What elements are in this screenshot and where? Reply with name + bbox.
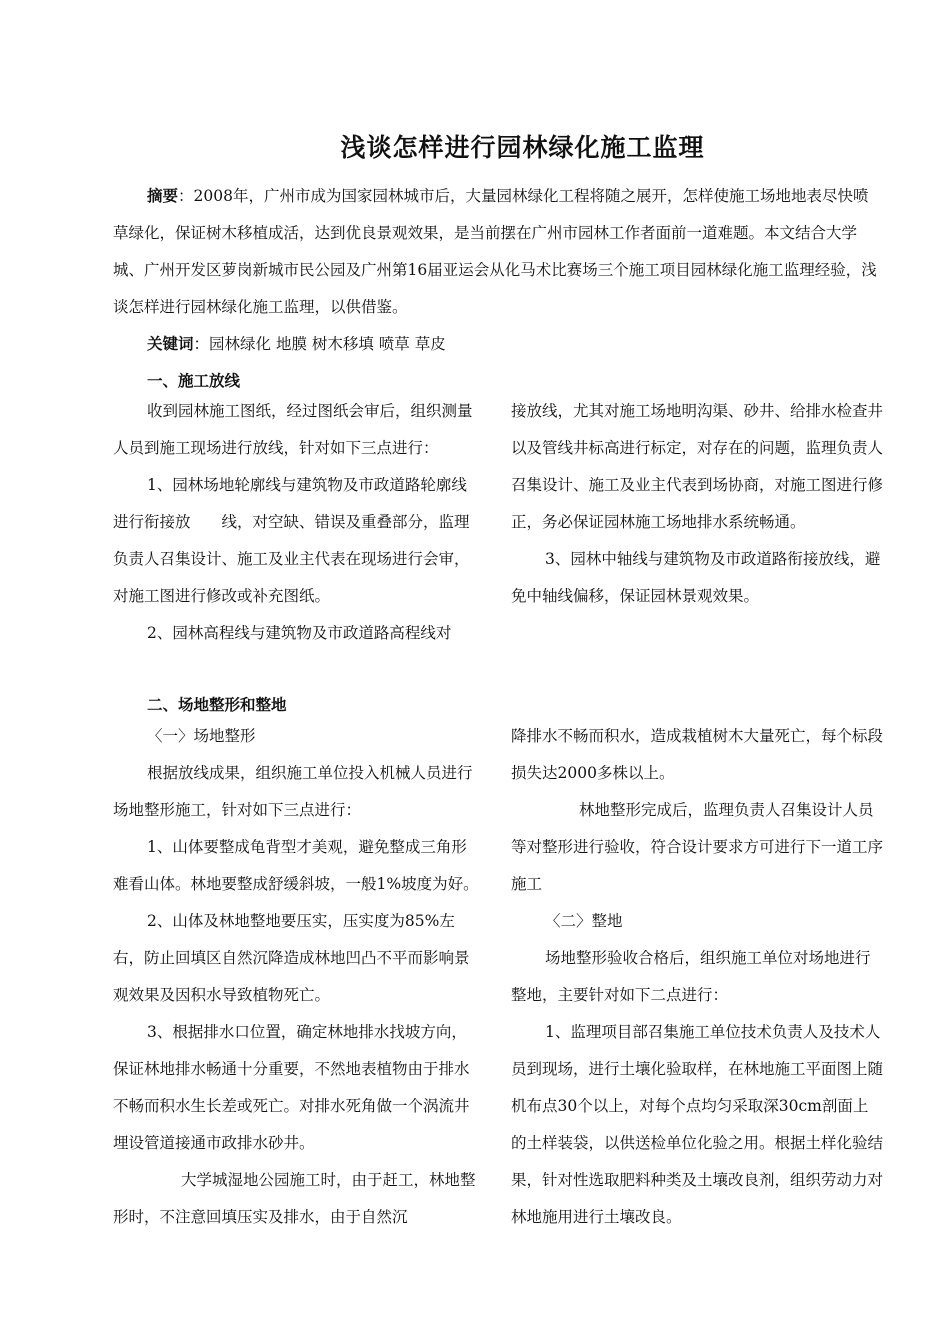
paragraph: 1、山体要整成龟背型才美观，避免整成三角形难看山体。林地要整成舒缓斜坡，一般1%坡度为好。 xyxy=(113,838,479,893)
page-title: 浅谈怎样进行园林绿化施工监理 xyxy=(340,133,705,162)
paragraph: 1、监理项目部召集施工单位技术负责人及技术人员到现场，进行土壤化验取样，在林地施工平面图上随机布点30个以上，对每个点均匀采取深30cm剖面上的土样装袋，以供送检单位化验之用。根据土样化验结果，针对性选取肥料种类及土壤改良剂，组织劳动力对林地施用进行土壤改良。 xyxy=(511,1023,884,1226)
section2-right-column xyxy=(511,718,883,1236)
paragraph: 大学城湿地公园施工时，由于赶工，林地整形时，不注意回填压实及排水，由于自然沉 xyxy=(113,1171,476,1226)
subheading: 〈一〉场地整形 xyxy=(147,727,256,745)
keywords-text: ：园林绿化 地膜 树木移填 喷草 草皮 xyxy=(193,335,446,353)
paragraph: 林地整形完成后，监理负责人召集设计人员等对整形进行验收，符合设计要求方可进行下一道工序施工 xyxy=(511,801,884,893)
paragraph: 1、园林场地轮廓线与建筑物及市政道路轮廓线进行衔接放 线，对空缺、错误及重叠部分，监理负责人召集设计、施工及业主代表在现场进行会审，对施工图进行修改或补充图纸。 xyxy=(113,476,470,605)
paragraph: 3、根据排水口位置，确定林地排水找坡方向，保证林地排水畅通十分重要，不然地表植物由于排水不畅而积水生长差或死亡。对排水死角做一个涡流井埋设管道接通市政排水砂井。 xyxy=(113,1023,470,1152)
paragraph: 根据放线成果，组织施工单位投入机械人员进行场地整形施工，针对如下三点进行： xyxy=(113,764,473,819)
abstract-paragraph xyxy=(113,178,883,326)
keywords-label: 关键词 xyxy=(147,335,194,353)
abstract-text: ：2008年，广州市成为国家园林城市后，大量园林绿化工程将随之展开，怎样使施工场地地表尽快喷草绿化，保证树木移植成活，达到优良景观效果，是当前摆在广州市园林工作者面前一道难题。本文结合大学城、广州开发区萝岗新城市民公园及广州第16届亚运会从化马术比赛场三个施工项目园林绿化施工监理经验，浅谈怎样进行园林绿化施工监理，以供借鉴。 xyxy=(113,187,877,316)
paragraph: 2、园林高程线与建筑物及市政道路高程线对 xyxy=(147,624,452,642)
subheading: 〈二〉整地 xyxy=(545,912,623,930)
section2-left-column xyxy=(113,718,481,1236)
paragraph: 接放线，尤其对施工场地明沟渠、砂井、给排水检查井以及管线井标高进行标定，对存在的问题，监理负责人召集设计、施工及业主代表到场协商，对施工图进行修正，务必保证园林施工场地排水系统畅通。 xyxy=(511,402,884,531)
abstract-label: 摘要 xyxy=(147,187,179,205)
keywords-paragraph xyxy=(113,326,883,363)
paragraph: 场地整形验收合格后，组织施工单位对场地进行整地，主要针对如下二点进行： xyxy=(511,949,871,1004)
section1-right-column xyxy=(511,393,883,615)
section-heading-1: 一、施工放线 xyxy=(147,372,241,390)
paragraph: 降排水不畅而积水，造成栽植树木大量死亡，每个标段损失达2000多株以上。 xyxy=(511,727,884,782)
paragraph: 3、园林中轴线与建筑物及市政道路衔接放线，避免中轴线偏移，保证园林景观效果。 xyxy=(511,550,881,605)
paragraph: 收到园林施工图纸，经过图纸会审后，组织测量人员到施工现场进行放线，针对如下三点进行： xyxy=(113,402,473,457)
section1-left-column xyxy=(113,393,481,652)
section-heading-2: 二、场地整形和整地 xyxy=(147,696,287,714)
paragraph: 2、山体及林地整地要压实，压实度为85%左右，防止回填区自然沉降造成林地凹凸不平而影响景观效果及因积水导致植物死亡。 xyxy=(113,912,470,1004)
